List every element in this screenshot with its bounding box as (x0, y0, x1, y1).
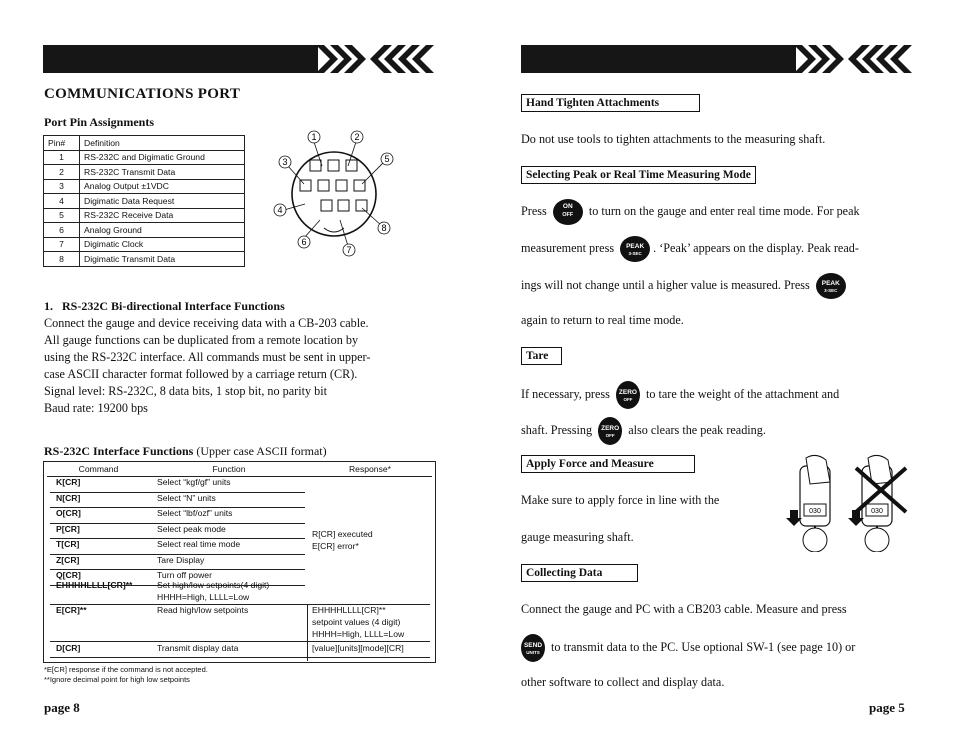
mode-text: measurement press (521, 240, 615, 255)
button-sublabel: 3-SEC (824, 288, 838, 293)
button-label: PEAK (626, 243, 645, 250)
pin-number: 3 (44, 179, 80, 194)
function-cell: Select real time mode (157, 539, 241, 549)
peak-button-icon (620, 236, 650, 262)
page-title: COMMUNICATIONS PORT (44, 86, 241, 102)
mode-line-3 (521, 273, 849, 299)
command-col-header: Command (78, 464, 119, 474)
pin-table (43, 135, 245, 267)
table-row (44, 252, 245, 267)
tare-text: If necessary, press (521, 386, 610, 401)
functions-heading-title: RS-232C Interface Functions (44, 444, 194, 458)
response-cell: EHHHHLLLL[CR]** (312, 605, 386, 615)
gauge-display-value: 030 (871, 508, 883, 515)
command-cell: T[CR] (56, 539, 80, 549)
response-cell: HHHH=High, LLLL=Low (312, 629, 405, 639)
page-number-left: page 8 (44, 700, 80, 715)
table-row (50, 555, 305, 571)
pin-definition: Analog Output ±1VDC (80, 179, 245, 194)
pin-definition: RS-232C and Digimatic Ground (80, 150, 245, 165)
function-cell: Select “N” units (157, 492, 216, 503)
footnote: **Ignore decimal point for high low setpoints (44, 675, 190, 684)
tare-line-2 (521, 417, 766, 445)
pin-definition: RS-232C Transmit Data (80, 165, 245, 180)
section-hand-tighten-heading: Hand Tighten Attachments (521, 94, 700, 112)
section1-line: Signal level: RS-232C, 8 data bits, 1 stop bit, no parity bit (44, 384, 328, 398)
pin-assignments-heading: Port Pin Assignments (44, 115, 155, 129)
collect-text: to transmit data to the PC. Use optional SW-1 (see page 10) or (551, 639, 856, 654)
right-header-bar (521, 45, 796, 73)
table-row (50, 508, 305, 524)
section1-line: using the RS-232C interface. All commands must be sent in upper- (44, 350, 371, 364)
mode-text: ings will not change until a higher value is measured. Press (521, 277, 810, 292)
pin-definition: Digimatic Transmit Data (80, 252, 245, 267)
button-sublabel: OFF (623, 397, 633, 402)
din-connector-diagram (270, 128, 400, 258)
function-cell: Tare Display (157, 554, 205, 565)
pin-number: 7 (44, 237, 80, 252)
section1-line: Connect the gauge and device receiving data with a CB-203 cable. (44, 316, 369, 330)
collect-line-3: other software to collect and display data. (521, 675, 725, 689)
force-line-2: gauge measuring shaft. (521, 530, 634, 544)
command-cell: P[CR] (56, 523, 80, 534)
function-cell: Turn off power (157, 570, 212, 580)
table-row (50, 524, 305, 540)
pin-number: 6 (44, 223, 80, 238)
command-cell: Q[CR] (56, 570, 81, 580)
tare-text: also clears the peak reading. (628, 422, 766, 437)
section-mode-heading: Selecting Peak or Real Time Measuring Mode (521, 166, 756, 184)
button-label: ZERO (601, 425, 620, 432)
table-row (50, 539, 305, 555)
function-cell: Select “lbf/ozf” units (157, 508, 233, 518)
mode-line-1 (521, 199, 860, 225)
gauge-display-value: 030 (809, 508, 821, 515)
function-cell: Select “kgf/gf” units (157, 477, 231, 487)
section-tare-heading: Tare (521, 347, 562, 365)
table-row (44, 194, 245, 209)
mode-line-4: again to return to real time mode. (521, 313, 684, 327)
response-executed: R[CR] executed (312, 529, 373, 539)
pin-number: 1 (44, 150, 80, 165)
pin-col-header: Pin# (44, 136, 80, 151)
connector-pin-label: 8 (381, 223, 387, 233)
send-button-icon (521, 634, 545, 662)
pin-definition: RS-232C Receive Data (80, 208, 245, 223)
mode-text: to turn on the gauge and enter real time mode. For peak (588, 203, 860, 218)
connector-pin-label: 1 (311, 132, 317, 142)
command-cell: N[CR] (56, 492, 81, 503)
response-cell: setpoint values (4 digit) (312, 617, 401, 627)
pin-definition: Digimatic Clock (80, 237, 245, 252)
zero-button-icon (616, 381, 640, 409)
pin-definition: Digimatic Data Request (80, 194, 245, 209)
table-row (50, 579, 305, 605)
table-row (44, 179, 245, 194)
response-col-header: Response* (348, 464, 392, 474)
table-header-row (44, 136, 245, 151)
table-row (44, 165, 245, 180)
command-cell: E[CR]** (56, 605, 87, 615)
connector-pin-label: 2 (354, 132, 360, 142)
connector-pin-label: 7 (346, 245, 352, 255)
pin-number: 2 (44, 165, 80, 180)
hand-tighten-text: Do not use tools to tighten attachments to the measuring shaft. (521, 132, 826, 146)
button-label: ZERO (618, 389, 637, 396)
command-cell: EHHHHLLLL[CR]** (56, 580, 133, 590)
force-alignment-illustration (786, 452, 911, 552)
page-number-right: page 5 (869, 700, 905, 715)
section1-heading: 1. RS-232C Bi-directional Interface Functions (44, 299, 285, 313)
tare-text: to tare the weight of the attachment and (645, 386, 840, 401)
pin-number: 8 (44, 252, 80, 267)
mode-text: . ‘Peak’ appears on the display. Peak read- (653, 240, 859, 255)
connector-pin-label: 3 (282, 157, 288, 167)
section1-line: Baud rate: 19200 bps (44, 401, 148, 415)
table-row (50, 605, 430, 641)
button-label: SEND (523, 642, 543, 649)
section1-line: case ASCII character format followed by a carriage return (CR). (44, 367, 358, 381)
mode-text: Press (521, 203, 547, 218)
connector-pin-label: 6 (301, 237, 307, 247)
table-header-row (47, 462, 432, 477)
left-header-bar (43, 45, 318, 73)
button-label: ON (562, 203, 573, 210)
footnote: *E[CR] response if the command is not accepted. (44, 665, 208, 674)
function-cell-detail: HHHH=High, LLLL=Low (157, 592, 250, 602)
button-sublabel: OFF (562, 212, 574, 218)
mode-line-2 (521, 236, 859, 262)
section-force-heading: Apply Force and Measure (521, 455, 695, 473)
button-sublabel: UNITS (526, 650, 540, 655)
command-cell: Z[CR] (56, 554, 80, 565)
shared-response-cell (312, 528, 373, 552)
pin-definition: Analog Ground (80, 223, 245, 238)
table-row (50, 493, 305, 509)
section-collecting-heading: Collecting Data (521, 564, 638, 582)
button-sublabel: OFF (605, 433, 615, 438)
table-row (44, 223, 245, 238)
function-col-header: Function (212, 464, 246, 474)
table-row (44, 237, 245, 252)
function-cell: Select peak mode (157, 523, 226, 534)
function-cell: Transmit display data (157, 643, 239, 653)
section1-line: All gauge functions can be duplicated from a remote location by (44, 333, 359, 347)
response-cell: [value][units][mode][CR] (312, 643, 404, 653)
force-line-1: Make sure to apply force in line with the (521, 493, 720, 507)
tare-text: shaft. Pressing (521, 422, 593, 437)
table-row (50, 643, 430, 658)
command-table (43, 461, 436, 663)
table-row (44, 150, 245, 165)
function-cell: Read high/low setpoints (157, 605, 249, 615)
collect-line-2 (521, 634, 855, 662)
functions-heading (44, 444, 327, 459)
left-chevron-ornament (316, 43, 434, 75)
table-row (50, 477, 305, 493)
response-error: E[CR] error* (312, 541, 359, 551)
connector-pin-label: 5 (384, 154, 390, 164)
zero-button-icon (598, 417, 622, 445)
collect-line-1: Connect the gauge and PC with a CB203 cable. Measure and press (521, 602, 847, 616)
button-sublabel: 3-SEC (628, 251, 642, 256)
button-label: PEAK (821, 280, 840, 287)
section1-body (44, 315, 434, 417)
table-row (44, 208, 245, 223)
connector-pin-label: 4 (277, 205, 283, 215)
command-cell: O[CR] (56, 508, 81, 518)
command-cell: D[CR] (56, 643, 81, 653)
on-off-button-icon (553, 199, 583, 225)
definition-col-header: Definition (80, 136, 245, 151)
pin-number: 4 (44, 194, 80, 209)
right-chevron-ornament (794, 43, 912, 75)
tare-line-1 (521, 381, 839, 409)
function-cell: Set high/low setpoints(4 digit) (157, 580, 270, 590)
pin-number: 5 (44, 208, 80, 223)
functions-heading-note: (Upper case ASCII format) (196, 444, 327, 458)
peak-button-icon (816, 273, 846, 299)
command-cell: K[CR] (56, 477, 81, 487)
